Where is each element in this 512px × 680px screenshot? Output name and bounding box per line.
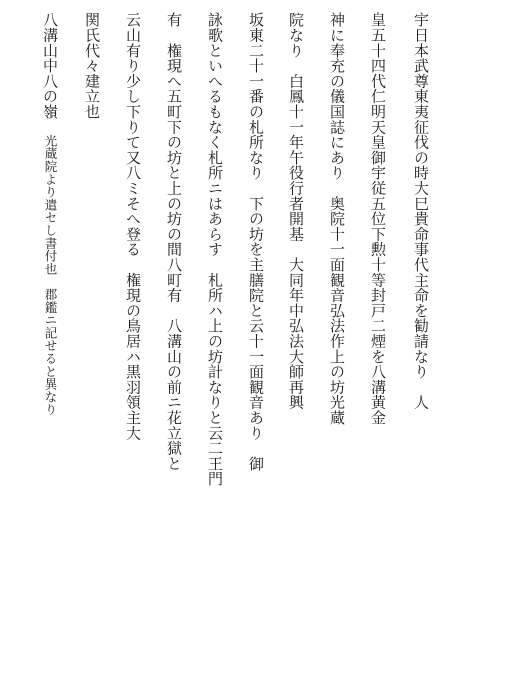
text-column-5: 坂東二十一番の札所なり 下の坊を主膳院と云十一面観音あり 御 (247, 12, 265, 471)
text-column-8: 云山有り少し下りて又八ミそへ登る 権現の鳥居ハ黒羽領主大 (124, 12, 142, 441)
text-column-1: 宇日本武尊東夷征伐の時大巳貴命事代主命を勧請なり 人 (412, 12, 430, 410)
text-column-7: 有 権現へ五町下の坊と上の坊の間八町有 八溝山の前ニ花立獄と (165, 12, 183, 471)
text-column-6: 詠歌といへるもなく札所ニはあらす 札所ハ上の坊計なりと云二王門 (206, 12, 224, 487)
text-column-10 (40, 12, 60, 416)
text-column-4: 院なり 白鳳十一年午役行者開基 大同年中弘法大師再興 (287, 12, 305, 410)
column-10-main-text: 八溝山中八の嶺 (41, 12, 59, 120)
text-column-2: 皇五十四代仁明天皇御宇従五位下勲十等封戸二煙を八溝黄金 (369, 12, 387, 426)
text-column-3: 神に奉充の儀国誌にあり 奥院十一面観音弘法作上の坊光蔵 (328, 12, 346, 426)
column-10-spacer (41, 119, 59, 134)
text-column-9: 関氏代々建立也 (83, 12, 101, 120)
column-10-note: 光蔵院より遣セし書付也 郡鑑ニ記せると異なり (43, 134, 58, 417)
